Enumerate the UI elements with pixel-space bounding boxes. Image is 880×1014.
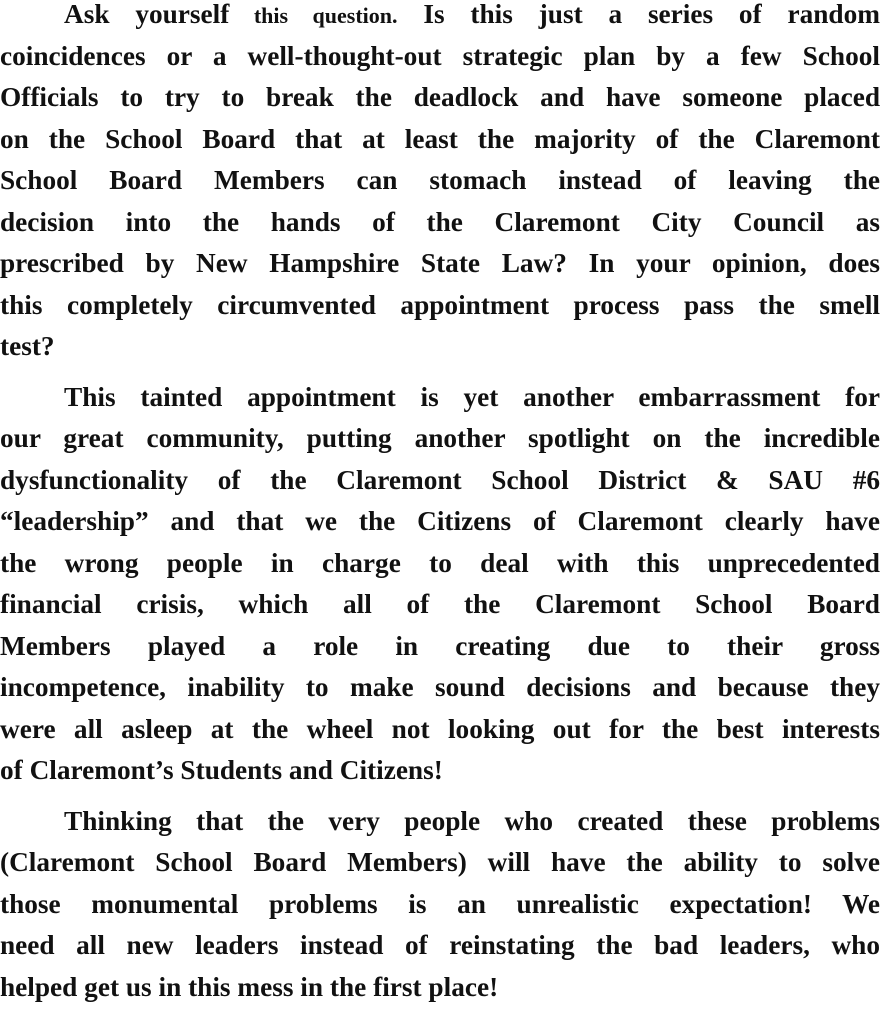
paragraph-spacer [0, 368, 880, 377]
text-line: the wrong people in charge to deal with this unprecedented [0, 547, 880, 578]
text-run: Ask yourself [64, 0, 230, 29]
paragraph-3 [0, 801, 880, 1009]
text-run-small: this question. [229, 3, 398, 28]
text-line: helped get us in this mess in the first place! [0, 971, 499, 1002]
text-line: coincidences or a well-thought-out strategic plan by a few School [0, 40, 880, 71]
text-line: need all new leaders instead of reinstating the bad leaders, who [0, 930, 880, 960]
text-line: Officials to try to break the deadlock and have someone placed [0, 82, 880, 112]
text-line: dysfunctionality of the Claremont School District & SAU #6 [0, 464, 880, 495]
text-line: our great community, putting another spotlight on the incredible [0, 423, 880, 453]
text-line: financial crisis, which all of the Claremont School Board [0, 589, 880, 619]
text-line: incompetence, inability to make sound decisions and because they [0, 672, 880, 702]
paragraph-2 [0, 377, 880, 792]
text-line: Thinking that the very people who created these problems [64, 805, 880, 836]
text-run: Is this just a series of random [397, 0, 880, 29]
text-line: decision into the hands of the Claremont City Council as [0, 206, 880, 237]
paragraph-spacer [0, 792, 880, 801]
text-line: This tainted appointment is yet another embarrassment for [64, 381, 880, 412]
text-line [0, 0, 880, 36]
text-line: Members played a role in creating due to their gross [0, 630, 880, 661]
text-line: this completely circumvented appointment process pass the smell [0, 289, 880, 320]
text-line: (Claremont School Board Members) will have the ability to solve [0, 847, 880, 877]
text-line: of Claremont’s Students and Citizens! [0, 755, 443, 785]
text-line: School Board Members can stomach instead of leaving the [0, 165, 880, 195]
paragraph-1 [0, 0, 880, 368]
text-line: prescribed by New Hampshire State Law? In your opinion, does [0, 248, 880, 278]
text-line: on the School Board that at least the majority of the Claremont [0, 123, 880, 154]
text-line: were all asleep at the wheel not looking out for the best interests [0, 713, 880, 744]
text-line: “leadership” and that we the Citizens of Claremont clearly have [0, 506, 880, 536]
text-line: those monumental problems is an unrealistic expectation! We [0, 888, 880, 919]
text-line: test? [0, 331, 55, 361]
